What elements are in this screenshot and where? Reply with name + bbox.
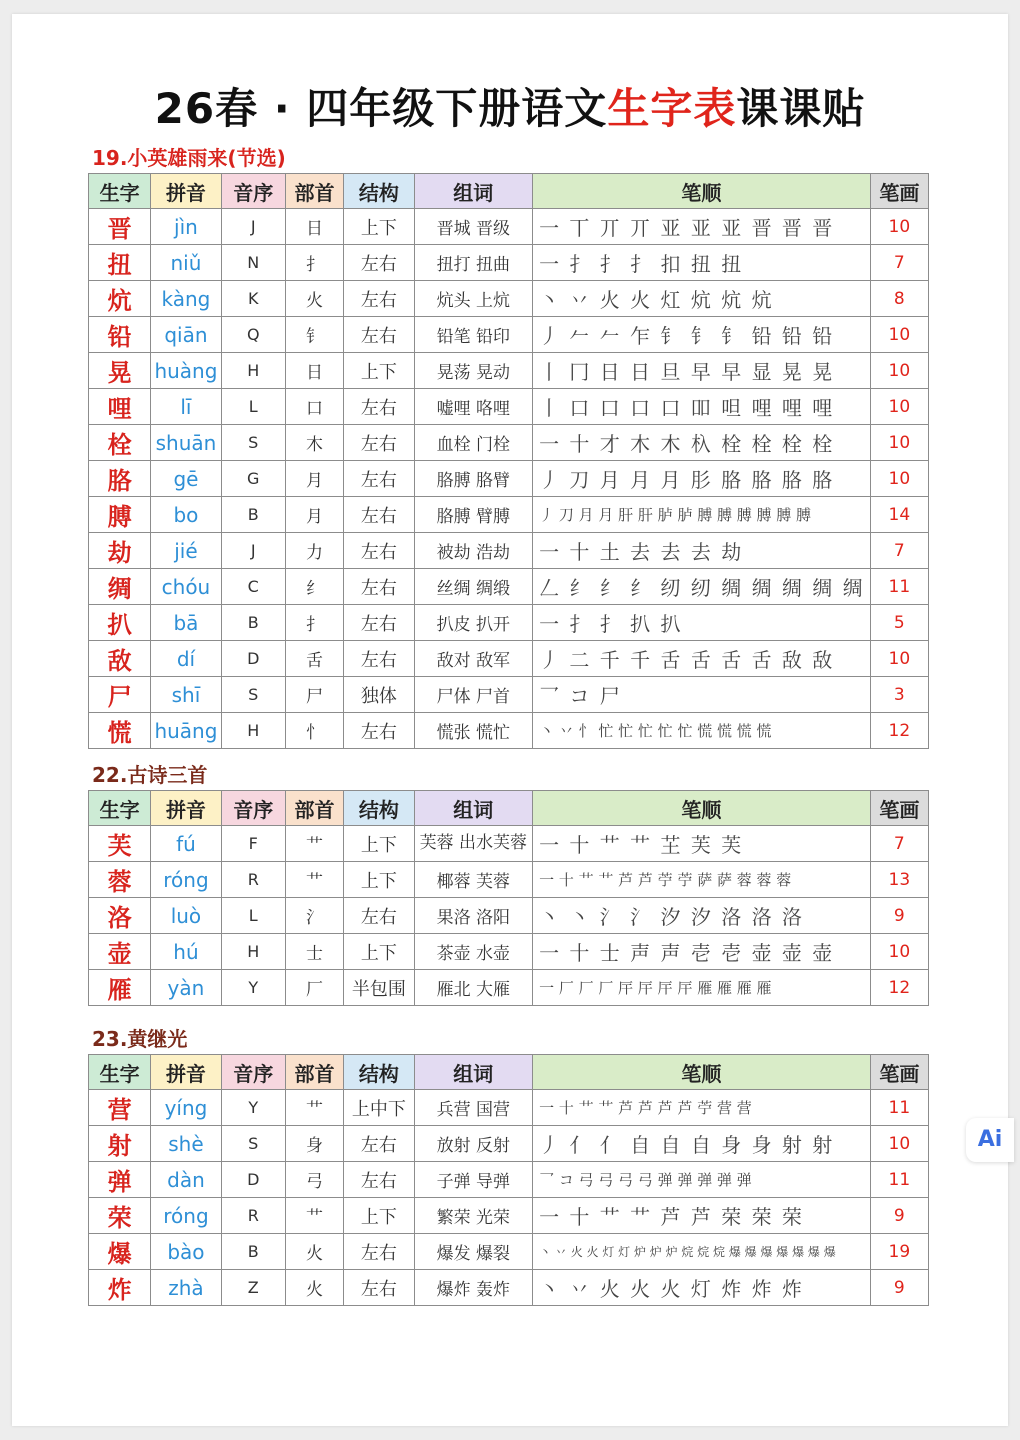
cell-radical: 舌 [285,641,343,677]
cell-char: 哩 [89,389,151,425]
cell-words: 炕头 上炕 [414,281,533,317]
cell-strokes: 一 十 士 声 声 壱 壱 壶 壶 壶 [533,934,871,970]
cell-order: K [221,281,285,317]
cell-structure: 左右 [344,569,414,605]
cell-count: 11 [870,1162,928,1198]
cell-radical: 忄 [285,713,343,749]
cell-strokes: 一 十 才 木 木 杁 栓 栓 栓 栓 [533,425,871,461]
cell-count: 7 [870,245,928,281]
cell-radical: 月 [285,461,343,497]
cell-pinyin: bā [151,605,221,641]
cell-words: 果洛 洛阳 [414,898,533,934]
cell-strokes: 一 扌 扌 扒 扒 [533,605,871,641]
cell-pinyin: shī [151,677,221,713]
cell-pinyin: chóu [151,569,221,605]
cell-radical: 艹 [285,1198,343,1234]
cell-order: B [221,1234,285,1270]
cell-radical: 月 [285,497,343,533]
cell-radical: 弓 [285,1162,343,1198]
cell-char: 敌 [89,641,151,677]
cell-count: 10 [870,461,928,497]
cell-structure: 左右 [344,461,414,497]
cell-order: H [221,713,285,749]
cell-char: 炕 [89,281,151,317]
cell-structure: 左右 [344,317,414,353]
cell-count: 19 [870,1234,928,1270]
cell-words: 丝绸 绸缎 [414,569,533,605]
header-row [89,174,929,209]
table-row [89,245,929,281]
section-title: 22.古诗三首 [92,763,208,787]
cell-radical: 艹 [285,1090,343,1126]
cell-structure: 上下 [344,934,414,970]
cell-radical: 士 [285,934,343,970]
cell-words: 尸体 尸首 [414,677,533,713]
cell-strokes: 乛 コ 弓 弓 弓 弓 弹 弹 弹 弹 弹 [533,1162,871,1198]
cell-strokes: 乛 コ 尸 [533,677,871,713]
cell-words: 被劫 浩劫 [414,533,533,569]
cell-char: 爆 [89,1234,151,1270]
table-row [89,461,929,497]
cell-strokes: 丨 冂 日 日 旦 早 早 显 晃 晃 [533,353,871,389]
cell-radical: 钅 [285,317,343,353]
cell-char: 炸 [89,1270,151,1306]
title-part1: 26春 · 四年级下册语文 [154,84,608,133]
cell-char: 绸 [89,569,151,605]
cell-words: 兵营 国营 [414,1090,533,1126]
table-row [89,713,929,749]
cell-order: Y [221,1090,285,1126]
header-strokes: 笔顺 [533,791,871,826]
cell-char: 洛 [89,898,151,934]
cell-pinyin: zhà [151,1270,221,1306]
cell-structure: 左右 [344,605,414,641]
table-row [89,281,929,317]
cell-count: 10 [870,317,928,353]
cell-words: 扒皮 扒开 [414,605,533,641]
table-row [89,209,929,245]
cell-count: 10 [870,1126,928,1162]
cell-order: G [221,461,285,497]
cell-order: D [221,1162,285,1198]
cell-order: L [221,898,285,934]
cell-strokes: 一 十 艹 艹 芦 芦 荣 荣 荣 [533,1198,871,1234]
cell-words: 茶壶 水壶 [414,934,533,970]
header-structure: 结构 [344,174,414,209]
cell-order: R [221,862,285,898]
cell-structure: 上下 [344,862,414,898]
cell-radical: 扌 [285,245,343,281]
cell-structure: 上下 [344,1198,414,1234]
cell-words: 铅笔 铅印 [414,317,533,353]
cell-structure: 上下 [344,209,414,245]
cell-words: 晋城 晋级 [414,209,533,245]
cell-pinyin: luò [151,898,221,934]
header-strokes: 笔顺 [533,1055,871,1090]
cell-structure: 上下 [344,353,414,389]
cell-char: 荣 [89,1198,151,1234]
cell-radical: 艹 [285,862,343,898]
cell-char: 慌 [89,713,151,749]
cell-words: 扭打 扭曲 [414,245,533,281]
header-order: 音序 [221,791,285,826]
cell-structure: 半包围 [344,970,414,1006]
cell-order: B [221,605,285,641]
header-words: 组词 [414,174,533,209]
cell-strokes: 一 丅 丌 丌 亚 亚 亚 晋 晋 晋 [533,209,871,245]
table-row [89,641,929,677]
cell-strokes: 一 十 艹 艹 芏 芙 芙 [533,826,871,862]
cell-radical: 艹 [285,826,343,862]
cell-char: 栓 [89,425,151,461]
cell-order: C [221,569,285,605]
header-radical: 部首 [285,1055,343,1090]
cell-strokes: 𠃋 纟 纟 纟 纫 纫 绸 绸 绸 绸 绸 [533,569,871,605]
cell-char: 雁 [89,970,151,1006]
header-char: 生字 [89,791,151,826]
cell-pinyin: hú [151,934,221,970]
table-row [89,1234,929,1270]
cell-count: 10 [870,353,928,389]
cell-structure: 左右 [344,533,414,569]
cell-count: 10 [870,425,928,461]
cell-strokes: 丿 亻 亻 自 自 自 身 身 射 射 [533,1126,871,1162]
cell-char: 劫 [89,533,151,569]
cell-pinyin: yàn [151,970,221,1006]
header-row [89,791,929,826]
cell-structure: 左右 [344,1234,414,1270]
cell-words: 繁荣 光荣 [414,1198,533,1234]
cell-strokes: 丿 𠂉 𠂉 乍 钅 钅 钅 铅 铅 铅 [533,317,871,353]
cell-words: 嘘哩 咯哩 [414,389,533,425]
table-row [89,389,929,425]
character-table [88,173,929,749]
cell-count: 3 [870,677,928,713]
cell-order: B [221,497,285,533]
cell-char: 射 [89,1126,151,1162]
table-row [89,934,929,970]
cell-pinyin: gē [151,461,221,497]
cell-count: 12 [870,970,928,1006]
cell-char: 蓉 [89,862,151,898]
cell-char: 胳 [89,461,151,497]
table-row [89,425,929,461]
cell-structure: 左右 [344,389,414,425]
cell-pinyin: qiān [151,317,221,353]
table-row [89,970,929,1006]
header-order: 音序 [221,174,285,209]
section-title: 23.黄继光 [92,1027,188,1051]
cell-pinyin: jìn [151,209,221,245]
cell-char: 壶 [89,934,151,970]
cell-structure: 左右 [344,713,414,749]
table-row [89,569,929,605]
cell-strokes: 一 厂 厂 厂 厈 厈 厈 厈 雁 雁 雁 雁 [533,970,871,1006]
cell-words: 敌对 敌军 [414,641,533,677]
character-table [88,790,929,1006]
cell-strokes: 丨 口 口 口 口 吅 呾 哩 哩 哩 [533,389,871,425]
cell-order: Y [221,970,285,1006]
cell-order: H [221,934,285,970]
cell-pinyin: róng [151,862,221,898]
cell-char: 扒 [89,605,151,641]
cell-char: 晋 [89,209,151,245]
title-part2: 课课贴 [736,84,866,133]
cell-structure: 左右 [344,281,414,317]
cell-words: 爆炸 轰炸 [414,1270,533,1306]
cell-structure: 左右 [344,641,414,677]
cell-pinyin: jié [151,533,221,569]
header-pinyin: 拼音 [151,174,221,209]
cell-count: 9 [870,898,928,934]
cell-count: 12 [870,713,928,749]
cell-pinyin: shuān [151,425,221,461]
cell-words: 雁北 大雁 [414,970,533,1006]
header-words: 组词 [414,1055,533,1090]
cell-pinyin: shè [151,1126,221,1162]
cell-order: N [221,245,285,281]
cell-count: 7 [870,826,928,862]
cell-pinyin: lī [151,389,221,425]
cell-strokes: 丿 二 千 千 舌 舌 舌 舌 敌 敌 [533,641,871,677]
cell-radical: 火 [285,1270,343,1306]
cell-char: 膊 [89,497,151,533]
cell-char: 扭 [89,245,151,281]
cell-count: 7 [870,533,928,569]
character-table [88,1054,929,1306]
cell-pinyin: dí [151,641,221,677]
cell-radical: 厂 [285,970,343,1006]
cell-strokes: 一 扌 扌 扌 扣 扭 扭 [533,245,871,281]
header-pinyin: 拼音 [151,1055,221,1090]
cell-strokes: 一 十 艹 艹 芦 芦 芦 芦 苧 营 营 [533,1090,871,1126]
cell-order: Q [221,317,285,353]
cell-count: 9 [870,1270,928,1306]
cell-char: 尸 [89,677,151,713]
cell-order: S [221,425,285,461]
cell-strokes: 丶 丷 火 火 灴 炕 炕 炕 [533,281,871,317]
cell-strokes: 丶 丷 火 火 火 灯 炸 炸 炸 [533,1270,871,1306]
header-count: 笔画 [870,791,928,826]
ai-assistant-icon[interactable]: Ai [966,1118,1014,1162]
cell-char: 芙 [89,826,151,862]
cell-strokes: 丿 刀 月 月 肝 肝 胪 胪 膊 膊 膊 膊 膊 膊 [533,497,871,533]
cell-count: 11 [870,1090,928,1126]
cell-radical: 扌 [285,605,343,641]
header-row [89,1055,929,1090]
cell-words: 芙蓉 出水芙蓉 [414,826,533,862]
cell-words: 椰蓉 芙蓉 [414,862,533,898]
table-row [89,898,929,934]
table-row [89,677,929,713]
cell-strokes: 一 十 艹 艹 芦 芦 苧 苧 萨 萨 蓉 蓉 蓉 [533,862,871,898]
cell-structure: 左右 [344,497,414,533]
cell-strokes: 一 十 土 去 去 去 劫 [533,533,871,569]
table-row [89,533,929,569]
header-pinyin: 拼音 [151,791,221,826]
cell-pinyin: huàng [151,353,221,389]
cell-strokes: 丶 丷 火 火 灯 灯 炉 炉 炉 烷 烷 烷 爆 爆 爆 爆 爆 爆 爆 [533,1234,871,1270]
cell-count: 14 [870,497,928,533]
cell-radical: 木 [285,425,343,461]
cell-char: 铅 [89,317,151,353]
cell-count: 13 [870,862,928,898]
cell-order: F [221,826,285,862]
table-row [89,353,929,389]
table-row [89,1270,929,1306]
cell-strokes: 丶 丷 忄 忙 忙 忙 忙 忙 慌 慌 慌 慌 [533,713,871,749]
cell-words: 爆发 爆裂 [414,1234,533,1270]
cell-pinyin: dàn [151,1162,221,1198]
cell-count: 10 [870,209,928,245]
title-highlight: 生字表 [607,84,737,133]
cell-radical: 日 [285,209,343,245]
cell-structure: 上下 [344,826,414,862]
cell-radical: 身 [285,1126,343,1162]
table-row [89,826,929,862]
cell-radical: 日 [285,353,343,389]
cell-count: 9 [870,1198,928,1234]
table-row [89,497,929,533]
cell-structure: 上中下 [344,1090,414,1126]
header-words: 组词 [414,791,533,826]
cell-order: J [221,533,285,569]
table-row [89,1090,929,1126]
cell-structure: 左右 [344,425,414,461]
cell-pinyin: kàng [151,281,221,317]
cell-structure: 左右 [344,1126,414,1162]
cell-radical: 纟 [285,569,343,605]
cell-pinyin: róng [151,1198,221,1234]
page-title [0,76,1020,136]
header-count: 笔画 [870,1055,928,1090]
cell-pinyin: fú [151,826,221,862]
cell-count: 10 [870,934,928,970]
header-char: 生字 [89,1055,151,1090]
cell-radical: 力 [285,533,343,569]
cell-order: H [221,353,285,389]
cell-words: 子弹 导弹 [414,1162,533,1198]
table-row [89,862,929,898]
cell-order: D [221,641,285,677]
cell-order: S [221,677,285,713]
table-row [89,317,929,353]
cell-pinyin: huāng [151,713,221,749]
cell-char: 弹 [89,1162,151,1198]
cell-order: L [221,389,285,425]
cell-pinyin: niǔ [151,245,221,281]
cell-structure: 左右 [344,1270,414,1306]
cell-strokes: 丶 丶 氵 氵 汐 汐 洛 洛 洛 [533,898,871,934]
header-order: 音序 [221,1055,285,1090]
cell-order: J [221,209,285,245]
cell-structure: 独体 [344,677,414,713]
cell-radical: 火 [285,1234,343,1270]
cell-count: 10 [870,641,928,677]
table-row [89,605,929,641]
table-row [89,1126,929,1162]
cell-order: Z [221,1270,285,1306]
cell-radical: 氵 [285,898,343,934]
header-radical: 部首 [285,791,343,826]
header-count: 笔画 [870,174,928,209]
cell-structure: 左右 [344,1162,414,1198]
cell-strokes: 丿 刀 月 月 月 肜 胳 胳 胳 胳 [533,461,871,497]
header-structure: 结构 [344,1055,414,1090]
cell-char: 晃 [89,353,151,389]
cell-words: 放射 反射 [414,1126,533,1162]
header-char: 生字 [89,174,151,209]
header-structure: 结构 [344,791,414,826]
cell-words: 血栓 门栓 [414,425,533,461]
table-row [89,1198,929,1234]
section-title: 19.小英雄雨来(节选) [92,146,286,170]
cell-pinyin: bo [151,497,221,533]
cell-pinyin: bào [151,1234,221,1270]
cell-char: 营 [89,1090,151,1126]
table-row [89,1162,929,1198]
cell-words: 晃荡 晃动 [414,353,533,389]
cell-structure: 左右 [344,898,414,934]
cell-order: R [221,1198,285,1234]
cell-radical: 尸 [285,677,343,713]
cell-words: 慌张 慌忙 [414,713,533,749]
cell-count: 10 [870,389,928,425]
cell-structure: 左右 [344,245,414,281]
cell-radical: 火 [285,281,343,317]
cell-words: 胳膊 胳臂 [414,461,533,497]
header-radical: 部首 [285,174,343,209]
cell-words: 胳膊 臂膊 [414,497,533,533]
cell-order: S [221,1126,285,1162]
cell-count: 8 [870,281,928,317]
cell-count: 11 [870,569,928,605]
cell-radical: 口 [285,389,343,425]
cell-count: 5 [870,605,928,641]
header-strokes: 笔顺 [533,174,871,209]
cell-pinyin: yíng [151,1090,221,1126]
